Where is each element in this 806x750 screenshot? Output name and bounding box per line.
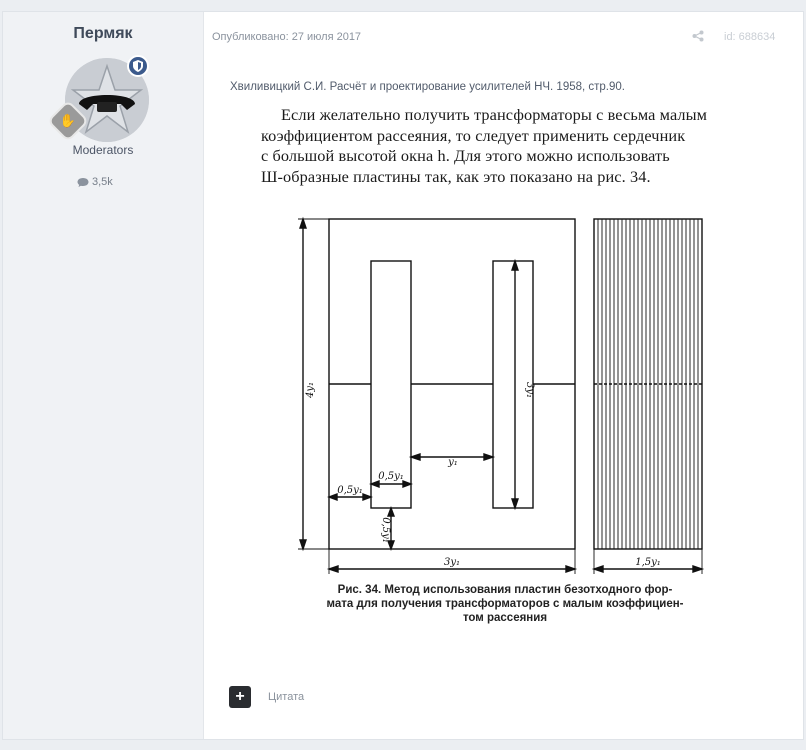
author-panel xyxy=(3,12,204,739)
dim-height-total: 4y₁ xyxy=(305,381,316,399)
caption-line: Рис. 34. Метод использования пластин безотходного фор- xyxy=(337,584,673,596)
post-card xyxy=(2,11,804,740)
core-drawing xyxy=(295,212,715,582)
dim-stack-width: 1,5y₁ xyxy=(635,557,661,568)
dim-width-total: 3y₁ xyxy=(443,557,461,568)
dim-bottom-margin: 0,5y₁ xyxy=(380,517,391,543)
dim-side-margin: 0,5y₁ xyxy=(337,485,363,496)
comment-icon xyxy=(77,177,89,188)
scan-line: Если желательно получить трансформаторы с весьма малым xyxy=(281,105,708,124)
scan-line: коэффициентом рассеяния, то следует применить сердечник xyxy=(261,125,686,145)
quote-button[interactable] xyxy=(229,686,251,708)
caption-line: том рассеяния xyxy=(462,612,548,624)
scan-line: с большой высотой окна h. Для этого можно использовать xyxy=(261,146,670,165)
transformer-figure xyxy=(295,212,715,587)
dim-window-width: y₁ xyxy=(448,457,458,468)
quote-label[interactable]: Цитата xyxy=(268,691,305,703)
dim-window-height: 3y₁ xyxy=(524,381,535,399)
figure-caption xyxy=(295,583,715,625)
published-date[interactable]: Опубликовано: 27 июля 2017 xyxy=(212,31,362,43)
post-count-value: 3,5k xyxy=(92,176,113,188)
user-group: Moderators xyxy=(72,143,134,157)
scan-line: Ш-образные пластины так, как это показано на рис. 34. xyxy=(261,166,651,186)
author-name[interactable]: Пермяк xyxy=(73,25,133,42)
hand-icon: ✋ xyxy=(47,100,89,142)
shield-icon xyxy=(127,55,149,77)
plus-icon: + xyxy=(235,688,245,705)
post-id: id: 688634 xyxy=(724,31,776,43)
dim-leg-width: 0,5y₁ xyxy=(378,471,404,482)
source-reference: Хвиливицкий С.И. Расчёт и проектирование усилителей НЧ. 1958, стр.90. xyxy=(230,81,625,93)
post-count xyxy=(77,176,113,188)
share-icon[interactable] xyxy=(692,29,704,47)
scanned-text xyxy=(261,105,771,187)
caption-line: мата для получения трансформаторов с малым коэффициен- xyxy=(326,598,684,610)
